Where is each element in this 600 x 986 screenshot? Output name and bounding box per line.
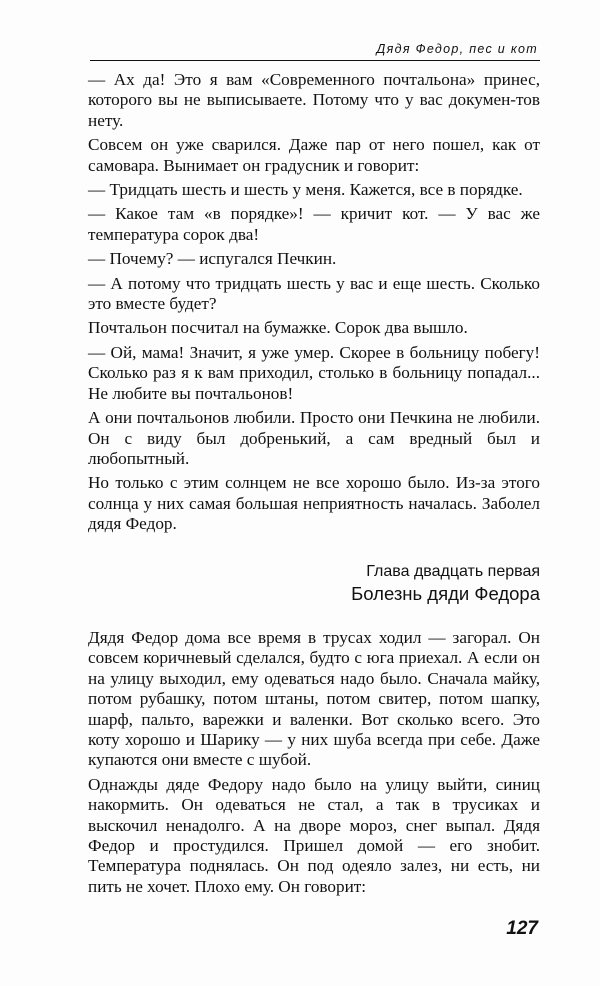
paragraph: Но только с этим солнцем не все хорошо было. Из-за этого солнца у них самая большая неприятность началась. Заболел дядя Федор.: [88, 473, 540, 534]
paragraph: — А потому что тридцать шесть у вас и еще шесть. Сколько это вместе будет?: [88, 273, 540, 314]
paragraph: А они почтальонов любили. Просто они Печкина не любили. Он с виду был добренький, а сам вредный был и любопытный.: [88, 408, 540, 468]
text-block-bottom: [88, 628, 540, 897]
paragraph: — Ах да! Это я вам «Современного почтальона» принес, которого вы не выписываете. Потому что у вас докумен-тов нету.: [88, 70, 540, 130]
paragraph: Совсем он уже сварился. Даже пар от него пошел, как от самовара. Вынимает он градусник и говорит:: [88, 135, 540, 175]
running-header: Дядя Федор, пес и кот: [376, 42, 538, 56]
paragraph: Почтальон посчитал на бумажке. Сорок два вышло.: [88, 318, 468, 338]
chapter-number: Глава двадцать первая: [366, 563, 540, 580]
paragraph: — Ой, мама! Значит, я уже умер. Скорее в больницу побегу! Сколько раз я к вам приходил, столько в больницу попадал... Не любите вы почтальонов!: [88, 342, 540, 403]
paragraph: — Почему? — испугался Печкин.: [88, 249, 337, 269]
chapter-heading: [351, 562, 540, 606]
paragraph: — Какое там «в порядке»! — кричит кот. — У вас же температура сорок два!: [88, 204, 540, 244]
page-number: 127: [506, 918, 538, 939]
header-divider: [90, 60, 540, 61]
paragraph: — Тридцать шесть и шесть у меня. Кажется, все в порядке.: [88, 180, 523, 200]
paragraph: Дядя Федор дома все время в трусах ходил — загорал. Он совсем коричневый сделался, будто с юга приехал. А если он на улицу выходил, ему одеваться надо было. Сначала майку, потом рубашку, потом штаны, потом свитер, потом шапку, шарф, пальто, варежки и валенки. Вот сколько всего. Это коту хорошо и Шарику — у них шуба всегда при себе. Даже купаются они вместе с шубой.: [88, 628, 540, 770]
paragraph: Однажды дяде Федору надо было на улицу выйти, синиц накормить. Он одеваться не стал, а так в трусиках и выскочил ненадолго. А на дворе мороз, снег выпал. Дядя Федор и простудился. Пришел домой — его знобит. Температура поднялась. Он под одеяло залез, ни есть, ни пить не хочет. Плохо ему. Он говорит:: [88, 774, 540, 896]
chapter-title: Болезнь дяди Федора: [351, 583, 540, 604]
text-block-top: [88, 70, 540, 535]
